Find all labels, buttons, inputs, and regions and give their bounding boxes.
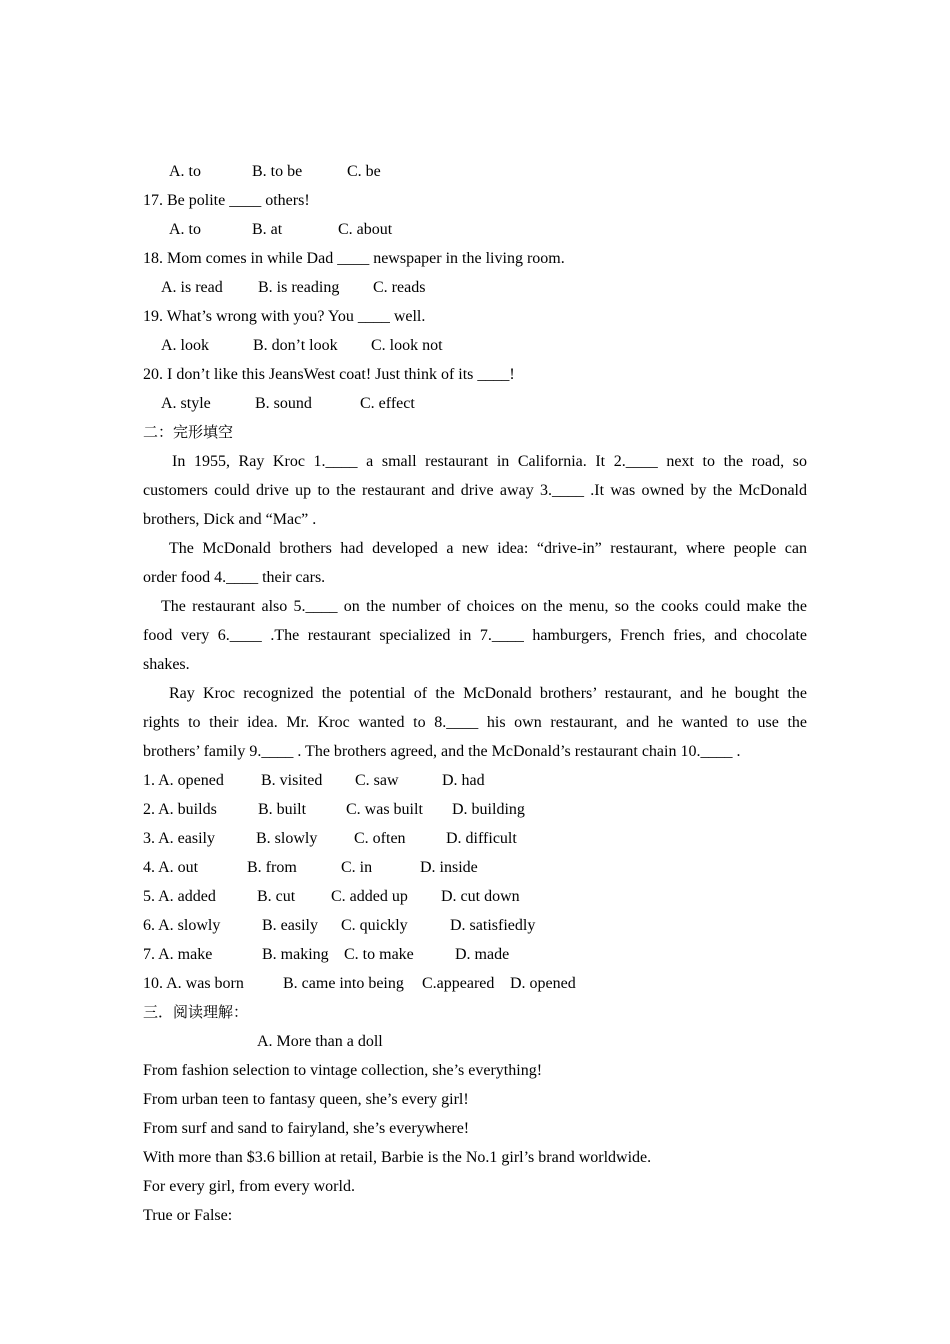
q19-option-a: A. look <box>161 337 209 354</box>
cloze-p4-line2: rights to their idea. Mr. Kroc wanted to 8.____ his own restaurant, and he wanted to use the <box>143 714 807 731</box>
answer-6-a: 6. A. slowly <box>143 917 221 934</box>
cloze-p1-line3: brothers, Dick and “Mac” . <box>143 511 317 528</box>
q16-option-a: A. to <box>169 163 201 180</box>
answer-3-b: B. slowly <box>256 830 318 847</box>
cloze-p2-line2: order food 4.____ their cars. <box>143 569 326 586</box>
answer-7-c: C. to make <box>344 946 414 963</box>
cloze-answer-6 <box>143 911 807 940</box>
answer-4-b: B. from <box>247 859 297 876</box>
answer-4-c: C. in <box>341 859 373 876</box>
answer-5-c: C. added up <box>331 888 408 905</box>
answer-6-b: B. easily <box>262 917 318 934</box>
answer-4-d: D. inside <box>420 859 478 876</box>
q17-option-b: B. at <box>252 221 283 238</box>
answer-5-d: D. cut down <box>441 888 520 905</box>
answer-1-b: B. visited <box>261 772 323 789</box>
q16-options <box>143 157 807 186</box>
cloze-answer-2 <box>143 795 807 824</box>
q16-option-c: C. be <box>347 163 381 180</box>
cloze-p1-line2: customers could drive up to the restaurant and drive away 3.____ .It was owned by the McDonald <box>143 482 807 499</box>
cloze-p3-line1: The restaurant also 5.____ on the number of choices on the menu, so the cooks could make the <box>161 598 807 615</box>
answer-7-d: D. made <box>455 946 510 963</box>
q20-option-c: C. effect <box>360 395 415 412</box>
answer-3-a: 3. A. easily <box>143 830 215 847</box>
answer-4-a: 4. A. out <box>143 859 199 876</box>
reading-line: From fashion selection to vintage collection, she’s everything! <box>143 1062 543 1079</box>
q20-stem: 20. I don’t like this JeansWest coat! Just think of its ____! <box>143 366 515 383</box>
q17-option-c: C. about <box>338 221 393 238</box>
cloze-p1-line1: In 1955, Ray Kroc 1.____ a small restaurant in California. It 2.____ next to the road, so <box>172 453 807 470</box>
answer-2-d: D. building <box>452 801 525 818</box>
cloze-answer-1 <box>143 766 807 795</box>
cloze-answer-7 <box>143 940 807 969</box>
q18-options <box>143 273 807 302</box>
cloze-p4-line3: brothers’ family 9.____ . The brothers agreed, and the McDonald’s restaurant chain 10.____ . <box>143 743 741 760</box>
answer-1-c: C. saw <box>355 772 399 789</box>
answer-2-b: B. built <box>258 801 307 818</box>
q19-option-c: C. look not <box>371 337 443 354</box>
reading-line: With more than $3.6 billion at retail, Barbie is the No.1 girl’s brand worldwide. <box>143 1149 652 1166</box>
q19-stem: 19. What’s wrong with you? You ____ well. <box>143 308 426 325</box>
answer-7-b: B. making <box>262 946 329 963</box>
q17-stem: 17. Be polite ____ others! <box>143 192 310 209</box>
reading-true-false-label: True or False: <box>143 1207 233 1224</box>
cloze-p4-line1: Ray Kroc recognized the potential of the McDonald brothers’ restaurant, and he bought the <box>169 685 807 702</box>
reading-title: A. More than a doll <box>257 1033 383 1050</box>
reading-line: For every girl, from every world. <box>143 1178 355 1195</box>
answer-10-a: 10. A. was born <box>143 975 244 992</box>
q19-option-b: B. don’t look <box>253 337 338 354</box>
q17-option-a: A. to <box>169 221 201 238</box>
q17-options <box>143 215 807 244</box>
answer-10-b: B. came into being <box>283 975 404 992</box>
cloze-answer-3 <box>143 824 807 853</box>
cloze-answer-5 <box>143 882 807 911</box>
answer-2-a: 2. A. builds <box>143 801 217 818</box>
reading-heading: 三．阅读理解： <box>143 1003 249 1021</box>
answer-5-a: 5. A. added <box>143 888 216 905</box>
answer-3-d: D. difficult <box>446 830 517 847</box>
q16-option-b: B. to be <box>252 163 303 180</box>
answer-10-c: C.appeared <box>422 975 495 992</box>
q20-option-a: A. style <box>161 395 211 412</box>
worksheet-page <box>143 157 807 1230</box>
answer-10-d: D. opened <box>510 975 576 992</box>
q20-options <box>143 389 807 418</box>
cloze-p2-line1: The McDonald brothers had developed a new idea: “drive-in” restaurant, where people can <box>169 540 807 557</box>
answer-2-c: C. was built <box>346 801 423 818</box>
reading-line: From surf and sand to fairyland, she’s everywhere! <box>143 1120 470 1137</box>
cloze-p3-line3: shakes. <box>143 656 190 673</box>
cloze-heading: 二：完形填空 <box>143 423 234 441</box>
answer-3-c: C. often <box>354 830 406 847</box>
q18-option-b: B. is reading <box>258 279 340 296</box>
q19-options <box>143 331 807 360</box>
answer-1-a: 1. A. opened <box>143 772 224 789</box>
q20-option-b: B. sound <box>255 395 312 412</box>
reading-line: From urban teen to fantasy queen, she’s every girl! <box>143 1091 469 1108</box>
answer-5-b: B. cut <box>257 888 296 905</box>
cloze-p3-line2: food very 6.____ .The restaurant specialized in 7.____ hamburgers, French fries, and chocolate <box>143 627 807 644</box>
q18-option-c: C. reads <box>373 279 426 296</box>
answer-1-d: D. had <box>442 772 485 789</box>
answer-6-c: C. quickly <box>341 917 408 934</box>
answer-7-a: 7. A. make <box>143 946 213 963</box>
q18-stem: 18. Mom comes in while Dad ____ newspaper in the living room. <box>143 250 565 267</box>
cloze-answer-10 <box>143 969 807 998</box>
q18-option-a: A. is read <box>161 279 223 296</box>
answer-6-d: D. satisfiedly <box>450 917 536 934</box>
cloze-answer-4 <box>143 853 807 882</box>
